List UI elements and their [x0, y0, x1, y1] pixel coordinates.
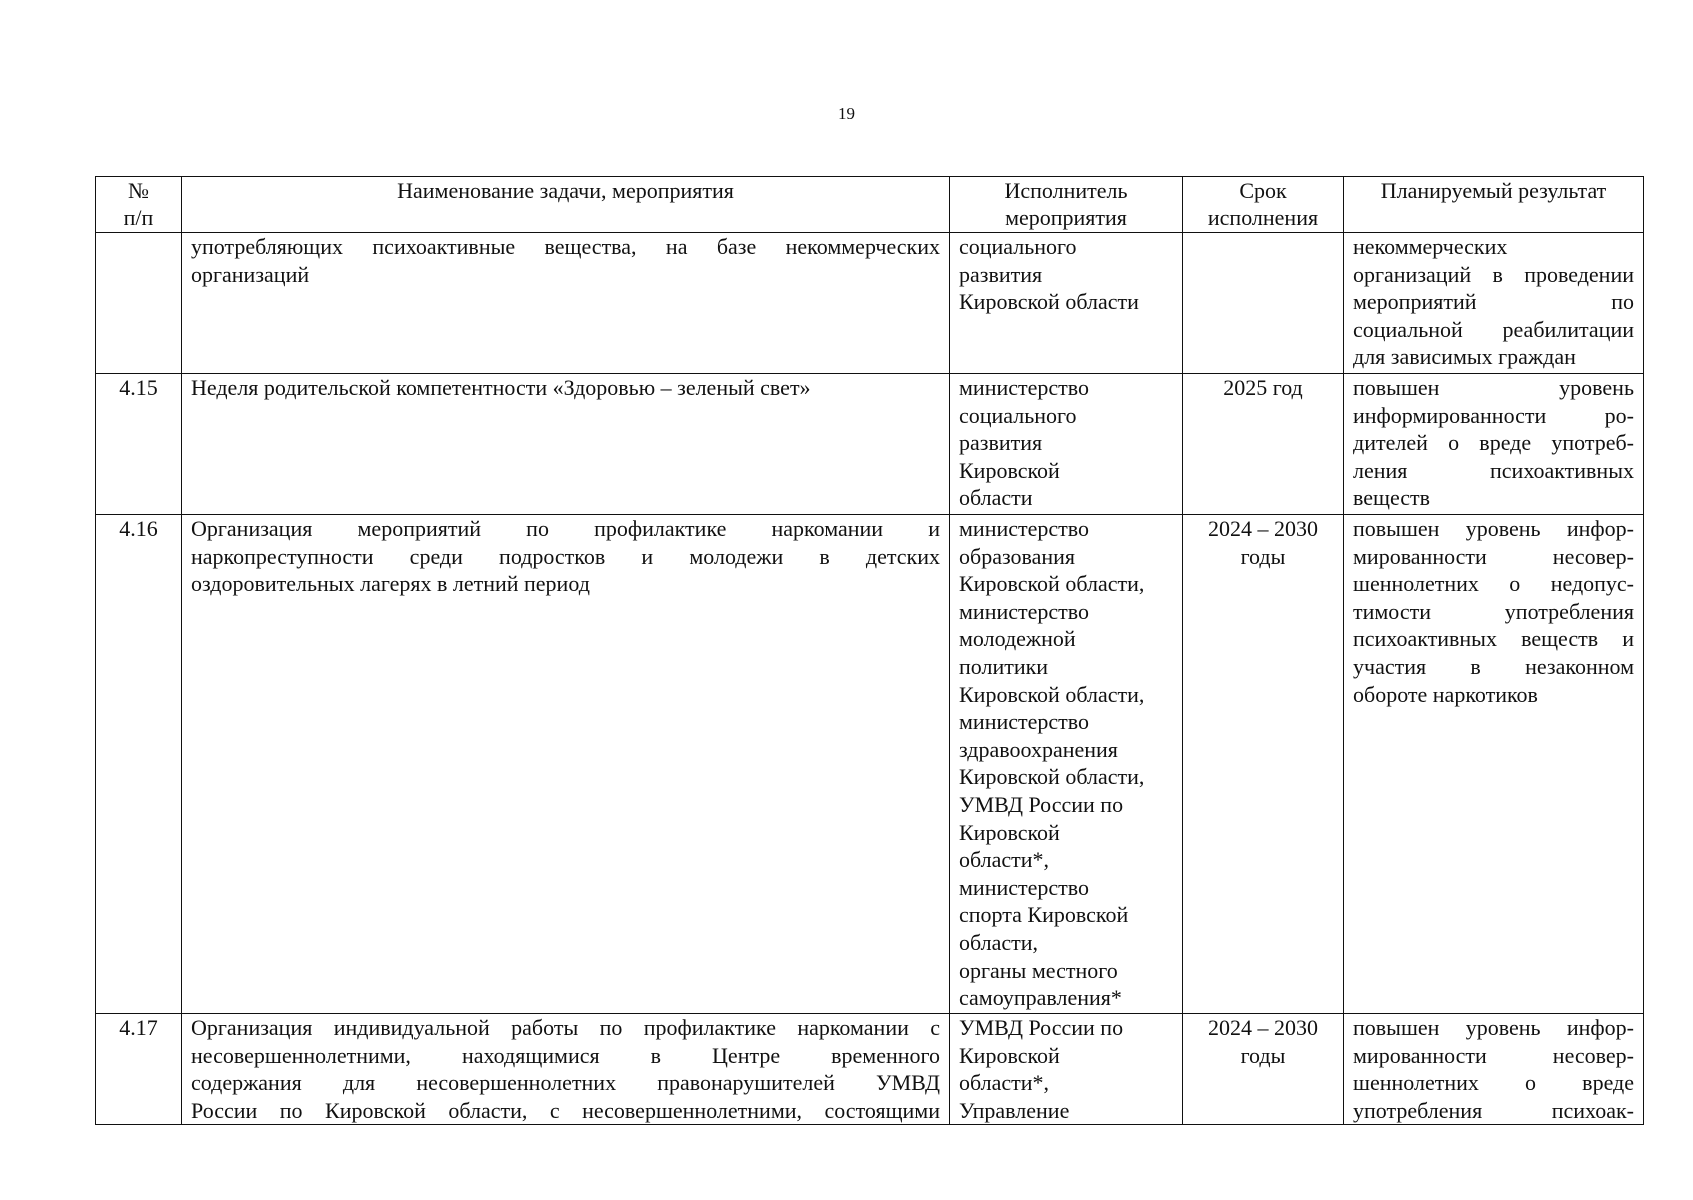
cell-num: 4.15	[96, 374, 182, 515]
cell-num	[96, 233, 182, 374]
cell-line: министерство	[959, 598, 1090, 624]
cell-line: Кировской	[959, 457, 1060, 483]
cell-line: для зависимых граждан	[1353, 344, 1576, 370]
cell-line: социального	[959, 234, 1077, 259]
cell-term	[1183, 515, 1344, 1014]
cell-line: ления психоактивных	[1353, 457, 1634, 483]
cell-line: Кировской области	[959, 289, 1139, 315]
cell-line: области,	[959, 929, 1039, 955]
cell-line: Кировской области,	[959, 681, 1145, 707]
header-text: Исполнитель	[1004, 178, 1128, 203]
cell-line: 2025 год	[1223, 375, 1303, 400]
cell-name	[182, 233, 950, 374]
cell-line: социальной реабилитации	[1353, 316, 1634, 342]
header-name	[182, 177, 950, 233]
cell-line: информированности ро-	[1353, 402, 1634, 428]
cell-line: политики	[959, 653, 1049, 679]
cell-line: развития	[959, 261, 1043, 287]
cell-line: органы местного	[959, 957, 1118, 983]
table-row	[96, 233, 1644, 374]
table-row	[96, 515, 1644, 1014]
cell-line: 2024 – 2030	[1208, 1015, 1318, 1040]
cell-line: организаций	[191, 261, 310, 287]
cell-line: содержания для несовершеннолетних правонарушителей УМВД	[191, 1070, 940, 1096]
cell-line: употребления психоак-	[1353, 1097, 1634, 1123]
cell-line: УМВД России по	[959, 1015, 1124, 1040]
cell-line: Кировской области,	[959, 764, 1145, 790]
cell-line: министерство	[959, 874, 1090, 900]
cell-executor	[950, 1014, 1183, 1125]
cell-line: некоммерческих	[1353, 234, 1508, 259]
cell-line: спорта Кировской	[959, 902, 1129, 928]
cell-line: годы	[1240, 543, 1286, 569]
cell-line: социального	[959, 402, 1077, 428]
cell-result	[1344, 374, 1644, 515]
table-row	[96, 1014, 1644, 1125]
header-text: Наименование задачи, мероприятия	[397, 178, 734, 203]
cell-line: повышен уровень инфор-	[1353, 516, 1634, 541]
cell-line: области*,	[959, 847, 1050, 873]
cell-result	[1344, 233, 1644, 374]
cell-line: области	[959, 485, 1033, 511]
cell-line: министерство	[959, 709, 1090, 735]
cell-line: годы	[1240, 1042, 1286, 1068]
cell-executor	[950, 515, 1183, 1014]
header-executor	[950, 177, 1183, 233]
cell-line: здравоохранения	[959, 736, 1118, 762]
cell-line: шеннолетних о вреде	[1353, 1070, 1634, 1096]
cell-line: Организация индивидуальной работы по профилактике наркомании с	[191, 1015, 940, 1040]
cell-line: организаций в проведении	[1353, 261, 1634, 287]
cell-line: самоуправления*	[959, 985, 1122, 1011]
cell-line: несовершеннолетними, находящимися в Центре временного	[191, 1042, 940, 1068]
cell-term	[1183, 1014, 1344, 1125]
cell-line: веществ	[1353, 485, 1431, 511]
cell-line: министерство	[959, 516, 1090, 541]
cell-line: Неделя родительской компетентности «Здоровью – зеленый свет»	[191, 375, 811, 400]
header-text: п/п	[123, 205, 154, 230]
cell-line: повышен уровень	[1353, 375, 1634, 400]
cell-term	[1183, 233, 1344, 374]
cell-line: мероприятий по	[1353, 289, 1634, 315]
cell-executor	[950, 374, 1183, 515]
cell-line: повышен уровень инфор-	[1353, 1015, 1634, 1040]
cell-line: развития	[959, 430, 1043, 456]
cell-line: молодежной	[959, 626, 1076, 652]
cell-term	[1183, 374, 1344, 515]
cell-line: Организация мероприятий по профилактике наркомании и	[191, 516, 940, 541]
cell-name	[182, 374, 950, 515]
cell-line: УМВД России по	[959, 791, 1124, 817]
cell-line: употребляющих психоактивные вещества, на базе некоммерческих	[191, 234, 940, 259]
cell-line: мированности несовер-	[1353, 1042, 1634, 1068]
header-text: Срок	[1239, 178, 1287, 203]
cell-line: наркопреступности среди подростков и молодежи в детских	[191, 543, 940, 569]
cell-line: министерство	[959, 375, 1090, 400]
cell-line: шеннолетних о недопус-	[1353, 571, 1634, 597]
cell-line: 2024 – 2030	[1208, 516, 1318, 541]
cell-line: Управление	[959, 1097, 1070, 1123]
cell-result	[1344, 1014, 1644, 1125]
cell-line: психоактивных веществ и	[1353, 626, 1634, 652]
cell-num: 4.17	[96, 1014, 182, 1125]
header-text: Планируемый результат	[1380, 178, 1607, 203]
cell-line: дителей о вреде употреб-	[1353, 430, 1634, 456]
cell-line: России по Кировской области, с несовершеннолетними, состоящими	[191, 1097, 940, 1123]
header-text: исполнения	[1207, 205, 1319, 230]
cell-executor	[950, 233, 1183, 374]
header-term	[1183, 177, 1344, 233]
cell-line: Кировской	[959, 819, 1060, 845]
cell-result	[1344, 515, 1644, 1014]
cell-line: оздоровительных лагерях в летний период	[191, 571, 590, 597]
cell-name	[182, 1014, 950, 1125]
measures-table	[95, 176, 1644, 1125]
cell-line: образования	[959, 543, 1076, 569]
header-result	[1344, 177, 1644, 233]
cell-line: Кировской области,	[959, 571, 1145, 597]
cell-line: обороте наркотиков	[1353, 681, 1538, 707]
page-number: 19	[838, 104, 855, 123]
cell-line: мированности несовер-	[1353, 543, 1634, 569]
cell-line: Кировской	[959, 1042, 1060, 1068]
cell-line: тимости употребления	[1353, 598, 1634, 624]
cell-num: 4.16	[96, 515, 182, 1014]
cell-line: области*,	[959, 1070, 1050, 1096]
header-text: №	[128, 178, 149, 203]
header-text: мероприятия	[1005, 205, 1127, 230]
table-row	[96, 374, 1644, 515]
cell-line: участия в незаконном	[1353, 653, 1634, 679]
cell-name	[182, 515, 950, 1014]
header-num	[96, 177, 182, 233]
table-header-row	[96, 177, 1644, 233]
